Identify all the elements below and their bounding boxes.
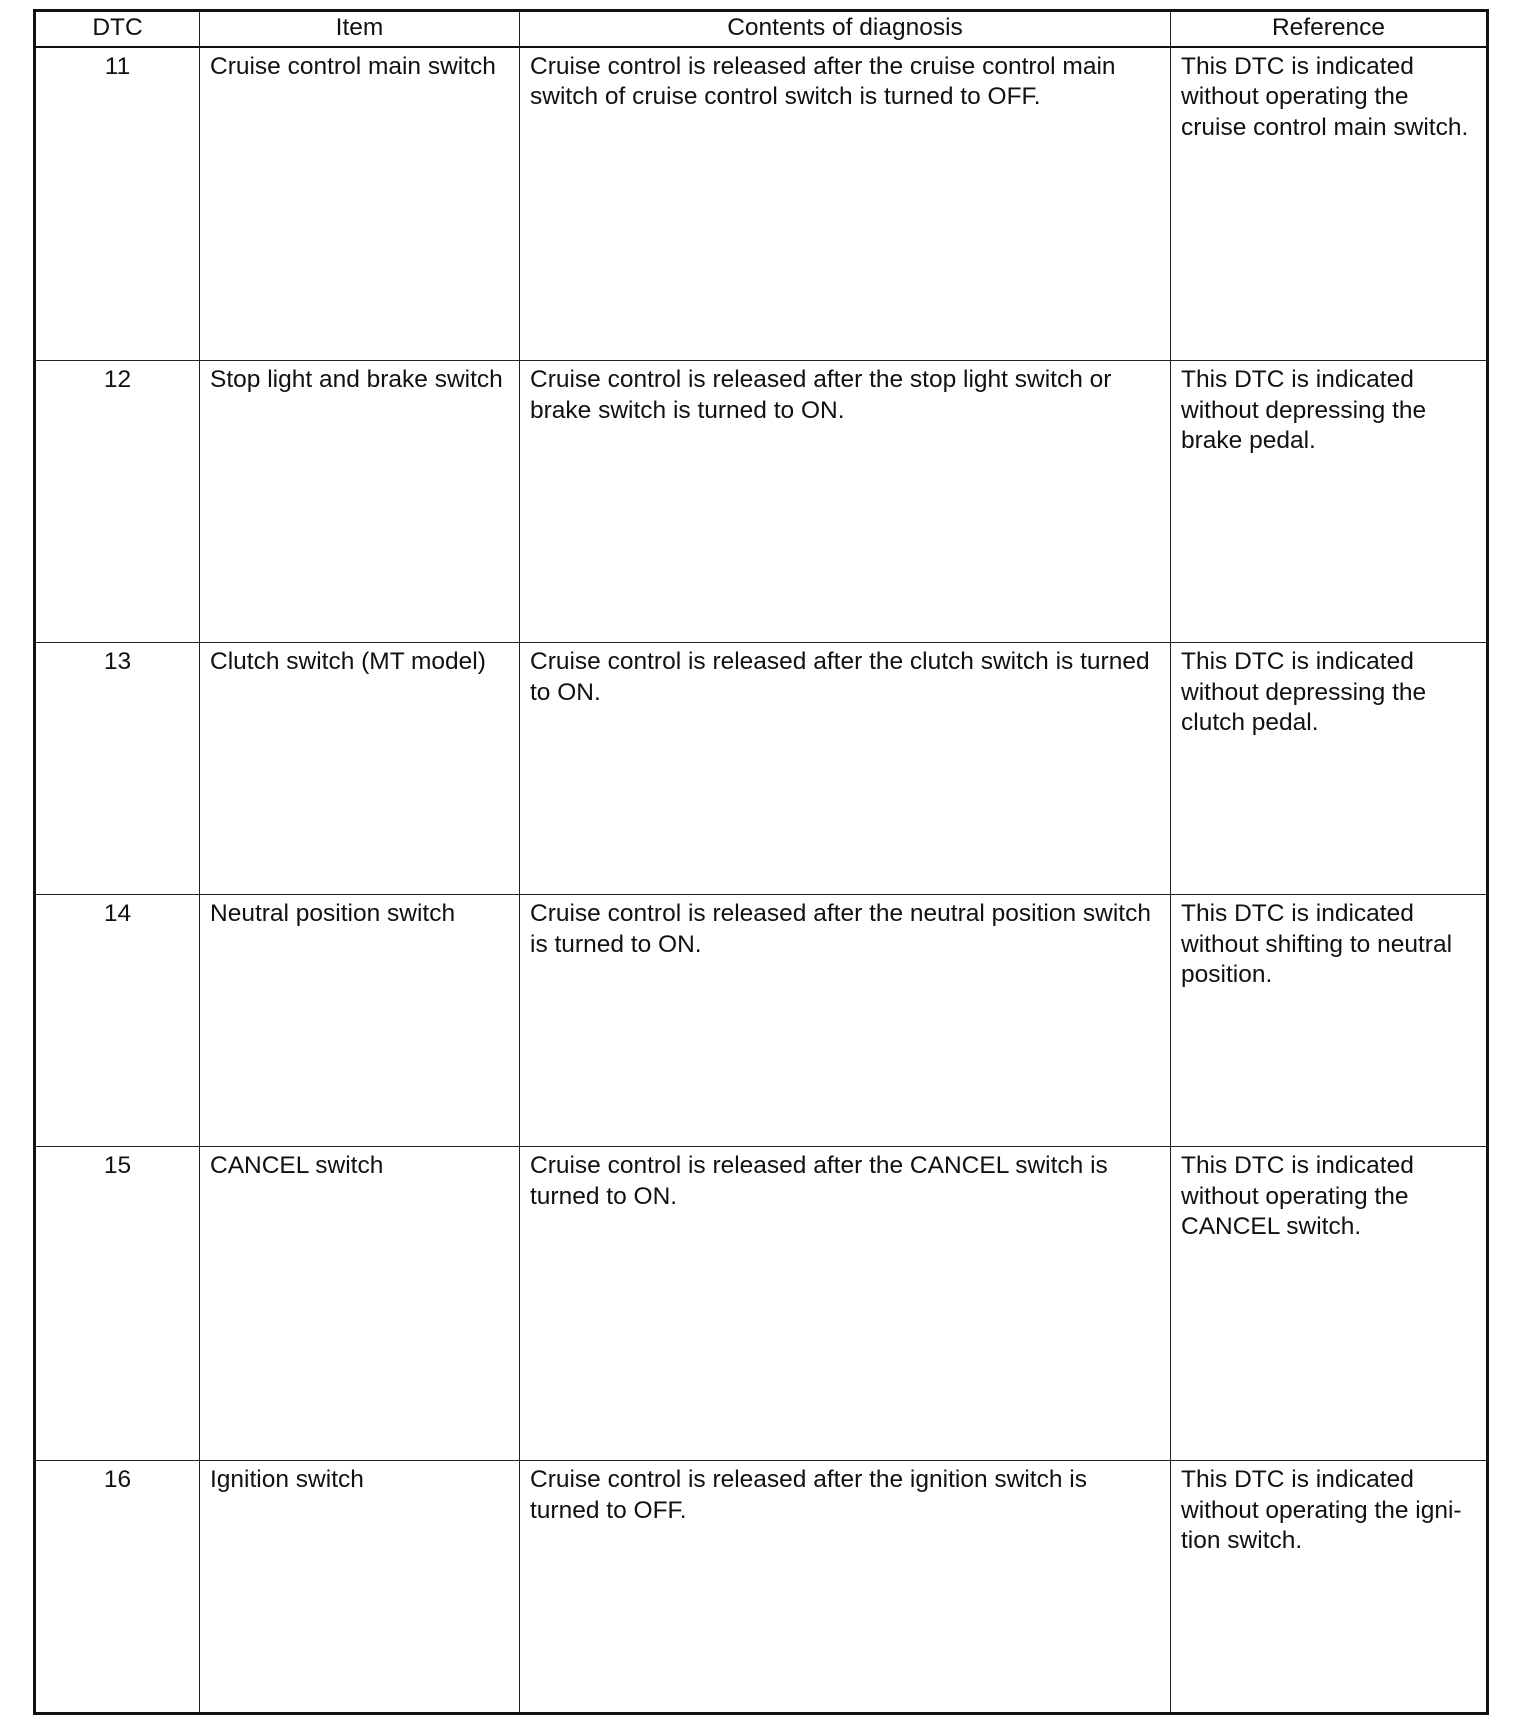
cell-contents: Cruise control is released after the CANCEL switch is turned to ON. <box>520 1147 1171 1461</box>
cell-contents: Cruise control is released after the ignition switch is turned to OFF. <box>520 1461 1171 1714</box>
cell-reference: This DTC is indicated without operating the igni-tion switch. <box>1171 1461 1488 1714</box>
table-row <box>35 361 1488 643</box>
cell-dtc: 13 <box>35 643 200 895</box>
cell-dtc: 15 <box>35 1147 200 1461</box>
cell-reference: This DTC is indicated without depressing the brake pedal. <box>1171 361 1488 643</box>
cell-item: Clutch switch (MT model) <box>200 643 520 895</box>
cell-contents: Cruise control is released after the stop light switch or brake switch is turned to ON. <box>520 361 1171 643</box>
header-dtc: DTC <box>35 11 200 47</box>
table-row <box>35 1147 1488 1461</box>
cell-reference: This DTC is indicated without depressing the clutch pedal. <box>1171 643 1488 895</box>
table-row <box>35 895 1488 1147</box>
header-contents: Contents of diagnosis <box>520 11 1171 47</box>
cell-item: Cruise control main switch <box>200 47 520 361</box>
cell-dtc: 11 <box>35 47 200 361</box>
cell-item: CANCEL switch <box>200 1147 520 1461</box>
cell-reference: This DTC is indicated without operating the CANCEL switch. <box>1171 1147 1488 1461</box>
cell-dtc: 14 <box>35 895 200 1147</box>
cell-contents: Cruise control is released after the neutral position switch is turned to ON. <box>520 895 1171 1147</box>
header-item: Item <box>200 11 520 47</box>
cell-reference: This DTC is indicated without shifting to neutral position. <box>1171 895 1488 1147</box>
cell-reference: This DTC is indicated without operating the cruise control main switch. <box>1171 47 1488 361</box>
cell-item: Stop light and brake switch <box>200 361 520 643</box>
cell-item: Ignition switch <box>200 1461 520 1714</box>
dtc-table <box>33 9 1489 1715</box>
table-row <box>35 47 1488 361</box>
cell-dtc: 12 <box>35 361 200 643</box>
table-header <box>35 11 1488 47</box>
table-row <box>35 643 1488 895</box>
cell-contents: Cruise control is released after the cruise control main switch of cruise control switch is turned to OFF. <box>520 47 1171 361</box>
header-row <box>35 11 1488 47</box>
cell-item: Neutral position switch <box>200 895 520 1147</box>
table-row <box>35 1461 1488 1714</box>
header-reference: Reference <box>1171 11 1488 47</box>
cell-contents: Cruise control is released after the clutch switch is turned to ON. <box>520 643 1171 895</box>
table-body <box>35 47 1488 1714</box>
cell-dtc: 16 <box>35 1461 200 1714</box>
